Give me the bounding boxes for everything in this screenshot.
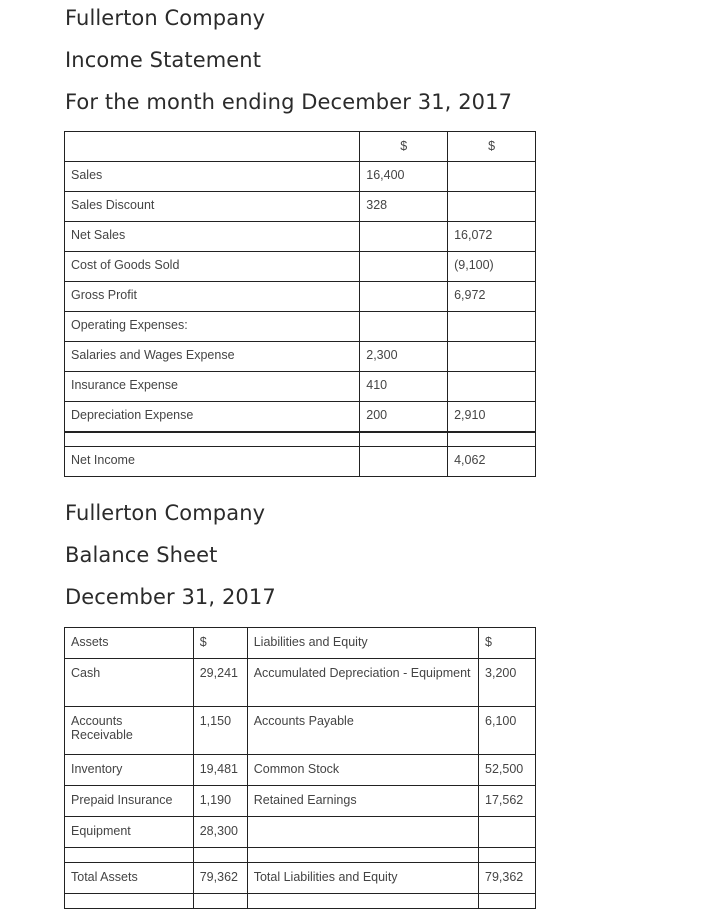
liability-label: Accumulated Depreciation - Equipment: [247, 659, 478, 707]
table-row: [65, 659, 536, 707]
currency-header: $: [448, 132, 536, 162]
table-header-row: [65, 628, 536, 659]
liability-label: [247, 817, 478, 848]
amount-cell: 2,300: [360, 342, 448, 372]
amount-cell: 328: [360, 192, 448, 222]
amount-cell: [360, 222, 448, 252]
asset-amount: 29,241: [193, 659, 247, 707]
asset-amount: 1,190: [193, 786, 247, 817]
spacer-cell: [448, 432, 536, 447]
asset-amount: 1,150: [193, 707, 247, 755]
is-company-name: Fullerton Company: [65, 6, 266, 30]
spacer-row: [65, 848, 536, 863]
table-row: [65, 755, 536, 786]
row-label: Net Income: [65, 447, 360, 477]
spacer-cell: [360, 432, 448, 447]
table-row: [65, 282, 536, 312]
table-row: [65, 786, 536, 817]
asset-label: Cash: [65, 659, 194, 707]
total-liabilities-amount: 79,362: [479, 863, 536, 894]
spacer-cell: [65, 894, 194, 909]
row-label: Insurance Expense: [65, 372, 360, 402]
spacer-row: [65, 894, 536, 909]
asset-amount: 28,300: [193, 817, 247, 848]
asset-label: Equipment: [65, 817, 194, 848]
is-period: For the month ending December 31, 2017: [65, 90, 513, 114]
liability-amount: 52,500: [479, 755, 536, 786]
liabilities-header: Liabilities and Equity: [247, 628, 478, 659]
net-income-row: [65, 447, 536, 477]
liability-label: Common Stock: [247, 755, 478, 786]
liability-amount: 3,200: [479, 659, 536, 707]
table-row: [65, 817, 536, 848]
amount-cell: [448, 192, 536, 222]
row-label: Sales Discount: [65, 192, 360, 222]
amount-cell: (9,100): [448, 252, 536, 282]
table-row: [65, 342, 536, 372]
row-label: Sales: [65, 162, 360, 192]
spacer-cell: [479, 894, 536, 909]
spacer-cell: [247, 894, 478, 909]
total-assets-amount: 79,362: [193, 863, 247, 894]
spacer-row: [65, 432, 536, 447]
amount-cell: [448, 372, 536, 402]
liability-label: Retained Earnings: [247, 786, 478, 817]
amount-cell: [360, 282, 448, 312]
table-row: [65, 372, 536, 402]
amount-cell: [360, 447, 448, 477]
bs-date: December 31, 2017: [65, 585, 276, 609]
asset-label: Accounts Receivable: [65, 707, 194, 755]
amount-cell: 2,910: [448, 402, 536, 432]
amount-cell: 4,062: [448, 447, 536, 477]
asset-label: Prepaid Insurance: [65, 786, 194, 817]
spacer-cell: [479, 848, 536, 863]
asset-amount: 19,481: [193, 755, 247, 786]
amount-cell: [448, 162, 536, 192]
amount-cell: 410: [360, 372, 448, 402]
row-label: Net Sales: [65, 222, 360, 252]
bs-title: Balance Sheet: [65, 543, 218, 567]
amount-cell: 16,400: [360, 162, 448, 192]
balance-sheet-table: [64, 627, 536, 909]
amount-cell: 16,072: [448, 222, 536, 252]
spacer-cell: [65, 848, 194, 863]
table-header-cell: [65, 132, 360, 162]
income-statement-table: [64, 131, 536, 477]
amount-cell: [360, 312, 448, 342]
liability-amount: 17,562: [479, 786, 536, 817]
table-row: [65, 707, 536, 755]
table-row: [65, 222, 536, 252]
amount-cell: [360, 252, 448, 282]
table-row: [65, 192, 536, 222]
assets-header: Assets: [65, 628, 194, 659]
table-row: [65, 312, 536, 342]
amount-cell: [448, 312, 536, 342]
table-row: [65, 252, 536, 282]
row-label: Cost of Goods Sold: [65, 252, 360, 282]
table-row: [65, 162, 536, 192]
table-header-row: [65, 132, 536, 162]
liability-amount: [479, 817, 536, 848]
liability-label: Accounts Payable: [247, 707, 478, 755]
spacer-cell: [247, 848, 478, 863]
totals-row: [65, 863, 536, 894]
spacer-cell: [193, 848, 247, 863]
asset-label: Inventory: [65, 755, 194, 786]
table-row: [65, 402, 536, 432]
currency-header: $: [360, 132, 448, 162]
bs-company-name: Fullerton Company: [65, 501, 266, 525]
spacer-cell: [65, 432, 360, 447]
row-label: Operating Expenses:: [65, 312, 360, 342]
amount-cell: 200: [360, 402, 448, 432]
amount-cell: [448, 342, 536, 372]
is-title: Income Statement: [65, 48, 262, 72]
row-label: Gross Profit: [65, 282, 360, 312]
total-assets-label: Total Assets: [65, 863, 194, 894]
currency-header: $: [193, 628, 247, 659]
row-label: Salaries and Wages Expense: [65, 342, 360, 372]
currency-header: $: [479, 628, 536, 659]
liability-amount: 6,100: [479, 707, 536, 755]
row-label: Depreciation Expense: [65, 402, 360, 432]
spacer-cell: [193, 894, 247, 909]
total-liabilities-label: Total Liabilities and Equity: [247, 863, 478, 894]
amount-cell: 6,972: [448, 282, 536, 312]
